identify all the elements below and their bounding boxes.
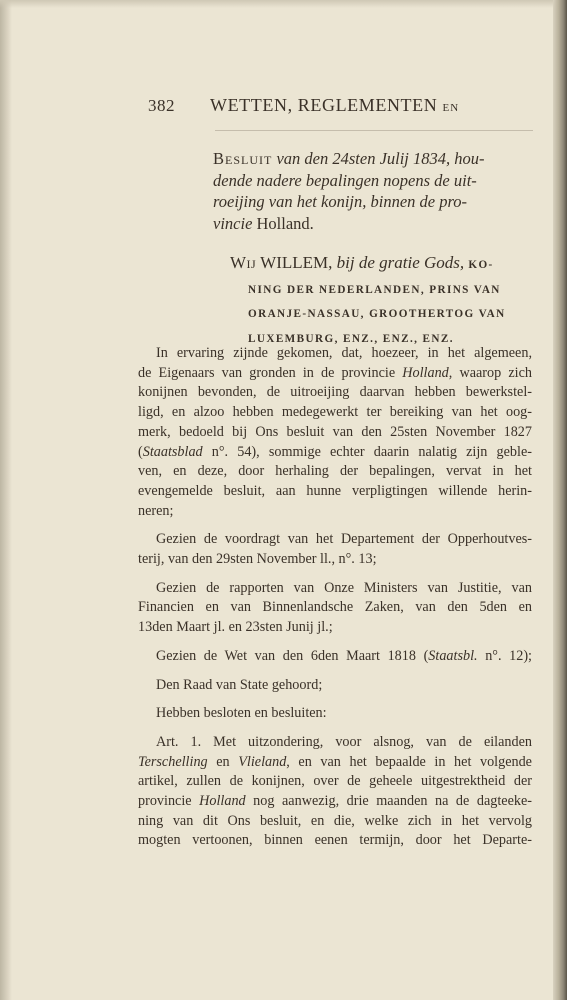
page-gutter (0, 0, 12, 1000)
text-line: neren; (138, 502, 174, 519)
paragraph-gap (138, 570, 532, 579)
text-line: provincie Holland nog aanwezig, drie maanden na de dagteeke- (138, 793, 533, 810)
text-line: Hebben besloten en besluiten: (156, 705, 327, 722)
text-line: Terschelling en Vlieland, en van het bepaalde in het volgende (138, 753, 532, 770)
paragraph (138, 676, 532, 696)
paragraph (138, 579, 532, 638)
page-number: 382 (148, 96, 175, 115)
text-line: Art. 1. Met uitzondering, voor alsnog, van de eilanden (156, 733, 532, 750)
header-rule (215, 130, 533, 131)
preamble-line-4: LUXEMBURG, ENZ., ENZ., ENZ. (248, 332, 454, 345)
text-line: konijnen bevonden, de uitroeijing daarvan hebben bewerkstel- (138, 384, 532, 401)
page-edge (553, 0, 567, 1000)
text-line: ning van dit Ons besluit, en die, welke zich in het vervolg (138, 812, 532, 829)
decree-title (213, 148, 533, 234)
page-top-shade (0, 0, 567, 8)
paragraph (138, 344, 532, 521)
text-line: artikel, zullen de konijnen, over de geheele uitgestrektheid der (138, 773, 532, 790)
running-header-title: WETTEN, REGLEMENTEN (210, 95, 438, 115)
text-line: 13den Maart jl. en 23sten Junij jl.; (138, 619, 333, 636)
running-header (210, 95, 459, 116)
paragraph-gap (138, 521, 532, 530)
text-line: de Eigenaars van gronden in de provincie Holland, waarop zich (138, 364, 532, 381)
paragraph (138, 647, 532, 667)
text-line: mogten vertoonen, binnen eenen termijn, door het Departe- (138, 832, 532, 849)
preamble-lead: Wij (230, 253, 257, 272)
royal-preamble (230, 252, 533, 350)
text-line: Den Raad van State gehoord; (156, 676, 323, 693)
decree-title-lead: Besluit (213, 149, 273, 168)
text-line: (Staatsblad n°. 54), sommige echter daarin nalatig zijn geble- (138, 443, 532, 460)
text-line: Gezien de Wet van den 6den Maart 1818 (Staatsbl. n°. 12); (156, 647, 532, 664)
decree-title-line-4b: Holland. (252, 213, 314, 233)
decree-title-line-2: dende nadere bepalingen nopens de uit- (213, 170, 477, 190)
paragraph-gap (138, 638, 532, 647)
paragraph-gap (138, 695, 532, 704)
running-header-small: EN (442, 102, 460, 114)
preamble-line-1-end: KO- (464, 259, 494, 271)
preamble-line-3: ORANJE-NASSAU, GROOTHERTOG VAN (248, 308, 506, 320)
text-line: merk, bedoeld bij Ons besluit van den 25sten November 1827 (138, 423, 532, 440)
body-text (138, 344, 532, 851)
paragraph (138, 733, 532, 851)
paragraph-gap (138, 667, 532, 676)
preamble-name: WILLEM, (256, 253, 337, 272)
text-line: Gezien de voordragt van het Departement der Opperhoutves- (156, 531, 532, 548)
paragraph-gap (138, 724, 532, 733)
text-line: ven, en deze, door herhaling der bepalingen, vervat in het (138, 463, 532, 480)
text-line: Gezien de rapporten van Onze Ministers van Justitie, van (156, 579, 532, 596)
decree-title-line-1: van den 24sten Julij 1834, hou- (272, 149, 485, 168)
text-line: terij, van den 29sten November ll., n°. 13; (138, 551, 377, 568)
text-line: In ervaring zijnde gekomen, dat, hoezeer, in het algemeen, (156, 345, 532, 361)
text-line: Financien en van Binnenlandsche Zaken, van den 5den en (138, 599, 532, 616)
preamble-gratie: bij de gratie Gods, (336, 253, 465, 272)
paragraph (138, 530, 532, 569)
text-line: ligd, en alzoo hebben medegewerkt ter bereiking van het oog- (138, 404, 532, 421)
decree-title-line-3: roeijing van het konijn, binnen de pro- (213, 192, 468, 211)
paragraph (138, 704, 532, 724)
text-line: evengemelde besluit, aan hunne verpligtingen willende herin- (138, 482, 532, 499)
preamble-line-2: NING DER NEDERLANDEN, PRINS VAN (248, 283, 501, 296)
decree-title-line-4a: vincie (213, 213, 253, 233)
